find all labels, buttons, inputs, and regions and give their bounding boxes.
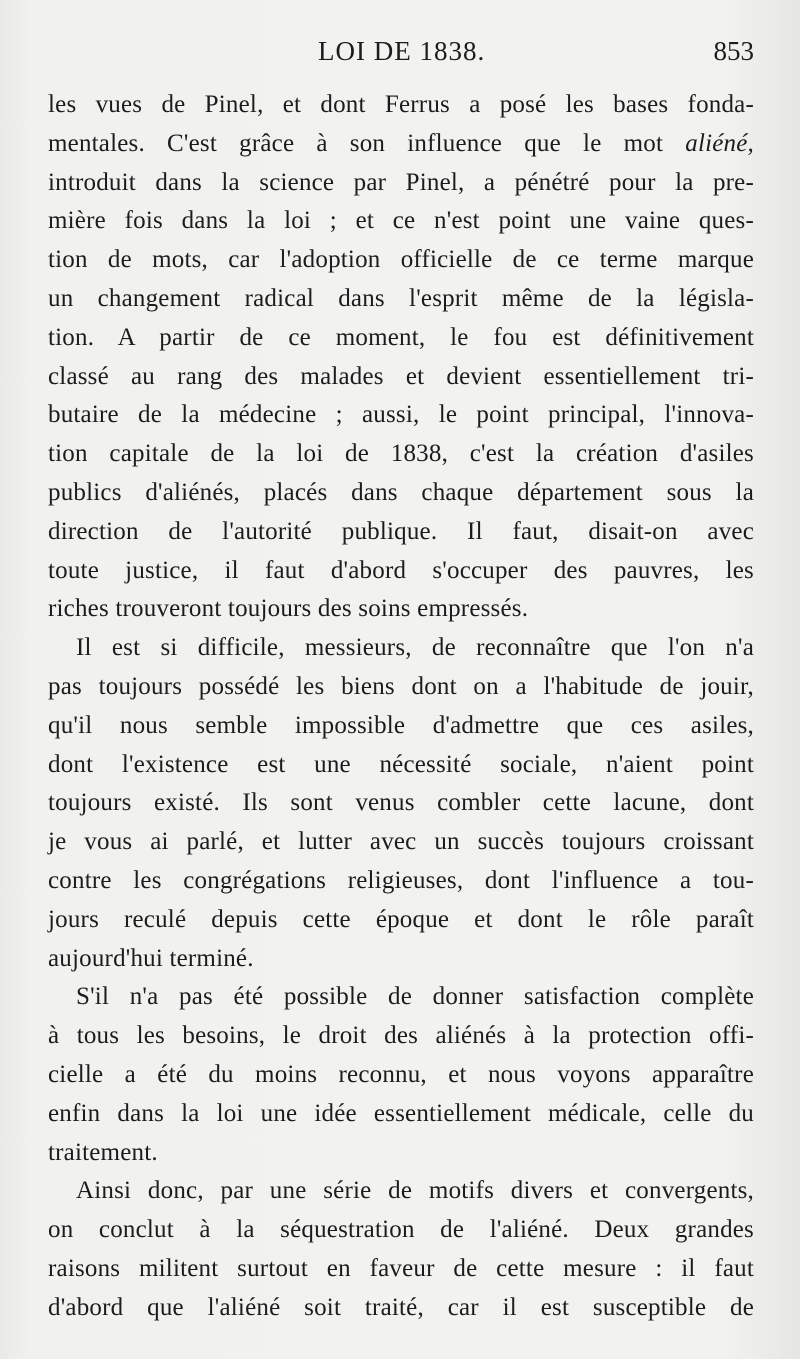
text-line: Il est si difficile, messieurs, de reconnaître que l'on n'a — [76, 634, 754, 662]
paragraph — [48, 978, 754, 1172]
text-line: mière fois dans la loi ; et ce n'est point une vaine ques- — [48, 207, 754, 235]
text-line: à tous les besoins, le droit des aliénés à la protection offi- — [48, 1022, 754, 1050]
running-title: LOI DE 1838. — [318, 36, 486, 66]
text-line: un changement radical dans l'esprit même de la législa- — [48, 284, 754, 312]
text-line: mentales. C'est grâce à son influence que le mot aliéné, — [48, 129, 754, 157]
text-line: jours reculé depuis cette époque et dont le rôle paraît — [48, 905, 754, 933]
text-line: tion. A partir de ce moment, le fou est définitivement — [48, 323, 754, 351]
paragraph — [48, 629, 754, 978]
text-line: Ainsi donc, par une série de motifs divers et convergents, — [76, 1177, 754, 1205]
text-line: riches trouveront toujours des soins empressés. — [48, 595, 529, 623]
text-line: d'abord que l'aliéné soit traité, car il est susceptible de — [48, 1293, 754, 1321]
text-line: classé au rang des malades et devient essentiellement tri- — [48, 362, 754, 390]
text-line: tion capitale de la loi de 1838, c'est la création d'asiles — [48, 440, 754, 468]
text-line: cielle a été du moins reconnu, et nous voyons apparaître — [48, 1060, 754, 1088]
text-line: direction de l'autorité publique. Il faut, disait-on avec — [48, 517, 754, 545]
italic-term: aliéné, — [685, 129, 754, 157]
text-line: raisons militent surtout en faveur de cette mesure : il faut — [48, 1254, 754, 1282]
text-line: les vues de Pinel, et dont Ferrus a posé les bases fonda- — [48, 91, 754, 118]
text-line: butaire de la médecine ; aussi, le point principal, l'innova- — [48, 401, 754, 429]
text-line: publics d'aliénés, placés dans chaque département sous la — [48, 478, 754, 506]
text-line: enfin dans la loi une idée essentiellement médicale, celle du — [48, 1099, 754, 1127]
text-line: dont l'existence est une nécessité sociale, n'aient point — [48, 750, 754, 778]
text-line: aujourd'hui terminé. — [48, 944, 254, 972]
text-line: contre les congrégations religieuses, dont l'influence a tou- — [48, 866, 754, 894]
text-line: tion de mots, car l'adoption officielle de ce terme marque — [48, 246, 754, 274]
text-line: introduit dans la science par Pinel, a pénétré pour la pre- — [48, 168, 754, 196]
page-number: 853 — [713, 36, 754, 66]
text-line: toujours existé. Ils sont venus combler cette lacune, dont — [48, 789, 754, 817]
text-line: on conclut à la séquestration de l'aliéné. Deux grandes — [48, 1216, 754, 1244]
text-line: traitement. — [48, 1138, 158, 1166]
paragraph — [48, 86, 754, 629]
page-header — [48, 36, 754, 76]
text-line: qu'il nous semble impossible d'admettre que ces asiles, — [48, 711, 754, 739]
text-line: S'il n'a pas été possible de donner satisfaction complète — [76, 983, 754, 1011]
paragraph — [48, 1172, 754, 1327]
text-line: pas toujours possédé les biens dont on a l'habitude de jouir, — [48, 672, 754, 700]
text-line: toute justice, il faut d'abord s'occuper des pauvres, les — [48, 556, 754, 584]
body-text — [48, 86, 754, 1328]
text-line: je vous ai parlé, et lutter avec un succès toujours croissant — [48, 828, 754, 856]
